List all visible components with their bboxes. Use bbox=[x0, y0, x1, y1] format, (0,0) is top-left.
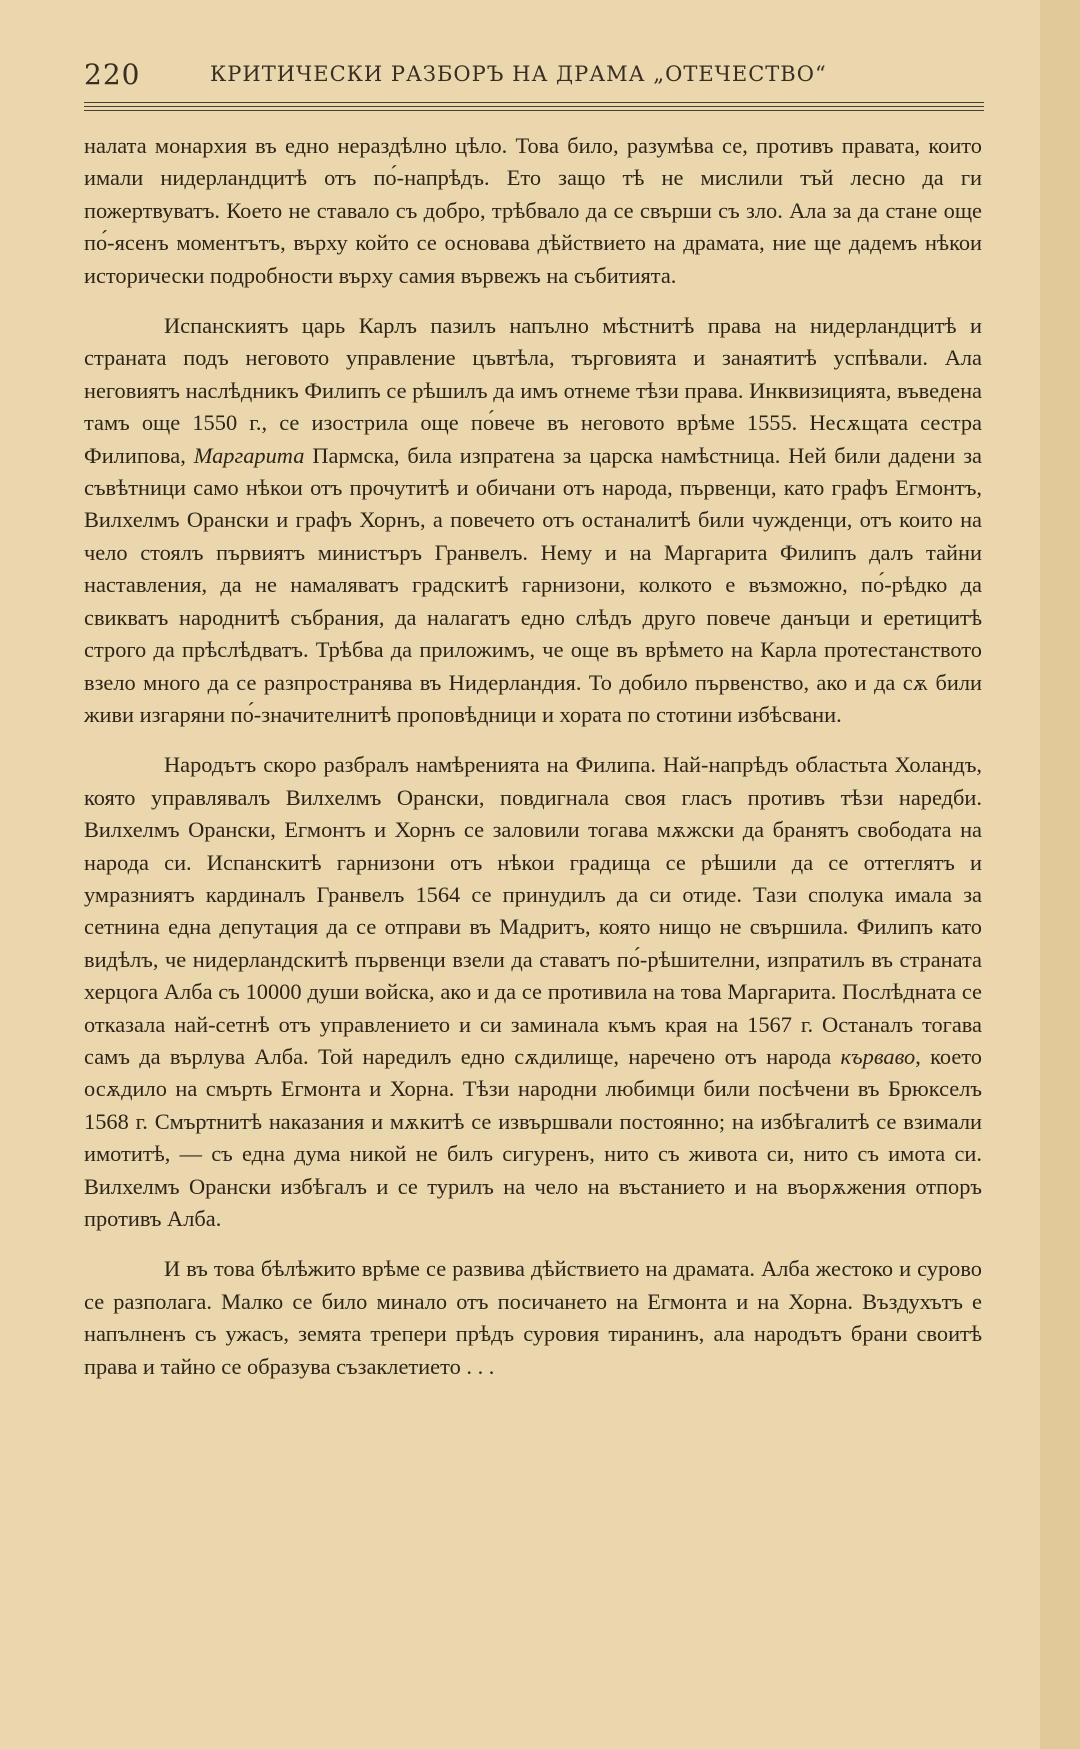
italic-bloody: кърваво bbox=[840, 1043, 916, 1069]
paragraph-people bbox=[84, 749, 982, 1235]
italic-margarita: Маргарита bbox=[193, 442, 305, 468]
paragraph-text-part: Пармска, била изпратена за царска намѣстница. Ней били дадени за съвѣтници само нѣкои отъ прочутитѣ и обичани отъ народа, първенци, като графъ Егмонтъ, Вилхелмъ Орански и графъ Хорнъ, а повечето отъ останалитѣ били чужденци, отъ които на чело стоялъ първиятъ министъръ Гранвелъ. Нему и на Маргарита Филипъ далъ тайни наставления, да не намаляватъ градскитѣ гарнизони, колкото е възможно, по́-рѣдко да свикватъ народнитѣ събрания, да налагатъ едно слѣдъ друго повече данъци и еретицитѣ строго да прѣслѣдватъ. Трѣбва да приложимъ, че още въ врѣмето на Карла протестанството взело много да се разпространява въ Нидерландия. То добило първенство, ако и да сѫ били живи изгаряни по́-значителнитѣ проповѣдници и хората по стотини избѣсвани. bbox=[84, 442, 982, 727]
body-text bbox=[84, 130, 982, 1401]
header-rule-middle bbox=[84, 106, 984, 107]
paragraph-drama-time: И въ това бѣлѣжито врѣме се развива дѣйствието на драмата. Алба жестоко и сурово се разполага. Малко се било минало отъ посичането на Егмонта и на Хорна. Въздухътъ е напълненъ съ ужасъ, земята трепери прѣдъ суровия тиранинъ, ала народътъ брани своитѣ права и тайно се образува съзаклетието . . . bbox=[84, 1256, 982, 1379]
paragraph-spanish-king bbox=[84, 310, 982, 731]
header-rule-top bbox=[84, 102, 984, 103]
header-rule-bottom bbox=[84, 110, 984, 111]
page-number: 220 bbox=[84, 58, 141, 91]
paragraph-continuation: налата монархия въ едно нераздѣлно цѣло. Това било, разумѣва се, противъ правата, които имали нидерландцитѣ отъ по́-напрѣдъ. Ето защо тѣ не мислили тъй лесно да ги пожертвуватъ. Което не ставало съ добро, трѣбвало да се свърши съ зло. Ала за да стане още по́-ясенъ моментътъ, върху който се основава дѣйствието на драмата, ние ще дадемъ нѣкои исторически подробности върху самия вървежъ на събитията. bbox=[84, 133, 982, 288]
page-header bbox=[84, 58, 984, 98]
paragraph-text-part: Испанскиятъ царь Карлъ пазилъ напълно мѣстнитѣ права на нидерландцитѣ и страната подъ неговото управление цъвтѣла, търговията и занаятитѣ успѣвали. Ала неговиятъ наслѣдникъ Филипъ се рѣшилъ да имъ отнеме тѣзи права. Инквизицията, въведена тамъ още 1550 г., се изострила още по́вече въ неговото врѣме 1555. Несѫщата сестра Филипова, bbox=[84, 313, 982, 468]
paragraph-text-part: , което осѫдило на смърть Егмонта и Хорна. Тѣзи народни любимци били посѣчени въ Брюкселъ 1568 г. Смъртнитѣ наказания и мѫкитѣ се извършвали постоянно; на избѣгалитѣ се взимали имотитѣ, — съ една дума никой не билъ сигуренъ, нито съ живота си, нито съ имота си. Вилхелмъ Орански избѣгалъ и се турилъ на чело на въстанието и на въорѫжения отпоръ противъ Алба. bbox=[84, 1043, 982, 1231]
paragraph-text-part: Народътъ скоро разбралъ намѣренията на Филипа. Най-напрѣдъ областьта Холандъ, която управлявалъ Вилхелмъ Орански, повдигнала своя гласъ противъ тѣзи наредби. Вилхелмъ Орански, Егмонтъ и Хорнъ се заловили тогава мѫжски да бранятъ свободата на народа си. Испанскитѣ гарнизони отъ нѣкои градища се рѣшили да се оттеглятъ и умразниятъ кардиналъ Гранвелъ 1564 се принудилъ да си отиде. Тази сполука имала за сетнина една депутация да се отправи въ Мадритъ, която нищо не свършила. Филипъ като видѣлъ, че нидерландскитѣ първенци взели да ставатъ по́-рѣшителни, изпратилъ въ страната херцога Алба съ 10000 души войска, ако и да се противила на това Маргарита. Послѣдната се отказала най-сетнѣ отъ управлението и си заминала къмъ края на 1567 г. Останалъ тогава самъ да върлува Алба. Той наредилъ едно сѫдилище, наречено отъ народа bbox=[84, 752, 982, 1069]
page-edge-shade bbox=[1040, 0, 1080, 1749]
running-title: КРИТИЧЕСКИ РАЗБОРЪ НА ДРАМА „ОТЕЧЕСТВО“ bbox=[210, 62, 827, 86]
